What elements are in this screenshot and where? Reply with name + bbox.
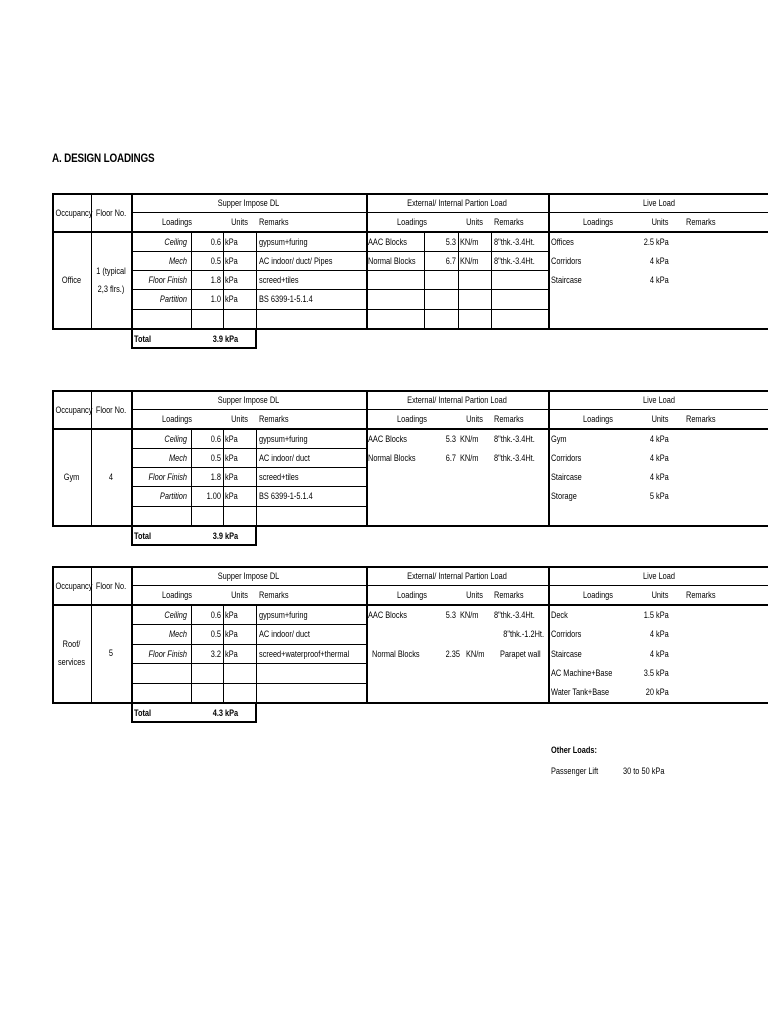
sidl-value: 0.5 xyxy=(210,629,221,639)
loadings-header: Loadings xyxy=(583,414,613,424)
live-value: 4 xyxy=(649,649,654,659)
sidl-name: Floor Finish xyxy=(148,472,187,482)
floor-no-header: Floor No. xyxy=(95,208,127,218)
remarks-header: Remarks xyxy=(686,414,716,424)
live-unit: kPa xyxy=(656,256,669,266)
sidl-value: 1.8 xyxy=(210,472,221,482)
partition-unit: KN/m xyxy=(460,237,479,247)
total-unit: kPa xyxy=(225,334,239,344)
live-value: 3.5 xyxy=(643,668,654,678)
sidl-header: Supper Impose DL xyxy=(217,395,280,405)
sidl-unit: kPa xyxy=(225,256,238,266)
floor-no-value: 5 xyxy=(108,648,114,658)
partition-value: 5.3 xyxy=(445,237,456,247)
live-value: 4 xyxy=(649,256,654,266)
live-unit: kPa xyxy=(656,610,669,620)
occupancy-header: Occupancy xyxy=(55,581,93,591)
occupancy-header: Occupancy xyxy=(55,405,93,415)
partition-value: 6.7 xyxy=(445,256,456,266)
loadings-header: Loadings xyxy=(162,217,192,227)
total-label: Total xyxy=(134,334,152,344)
remarks-header: Remarks xyxy=(494,414,524,424)
sidl-value: 0.6 xyxy=(210,610,221,620)
live-value: 4 xyxy=(649,434,654,444)
floor-no-header: Floor No. xyxy=(95,405,127,415)
units-header: Units xyxy=(466,217,483,227)
sidl-value: 0.6 xyxy=(210,434,221,444)
live-value: 4 xyxy=(649,453,654,463)
live-unit: kPa xyxy=(656,237,669,247)
partition-name: Normal Blocks xyxy=(368,453,416,463)
loadings-header: Loadings xyxy=(583,217,613,227)
loadings-header: Loadings xyxy=(397,414,427,424)
live-name: Staircase xyxy=(551,649,582,659)
sidl-name: Partition xyxy=(159,491,187,501)
remarks-header: Remarks xyxy=(259,217,289,227)
sidl-name: Floor Finish xyxy=(148,649,187,659)
partition-value: 5.3 xyxy=(445,434,456,444)
live-value: 4 xyxy=(649,629,654,639)
live-unit: kPa xyxy=(656,668,669,678)
loadings-header: Loadings xyxy=(162,590,192,600)
partition-remark: 8"thk.-3.4Ht. xyxy=(494,453,535,463)
live-unit: kPa xyxy=(656,629,669,639)
partition-remark: Parapet wall xyxy=(500,649,541,659)
sidl-value: 1.00 xyxy=(206,491,221,501)
loadings-header: Loadings xyxy=(583,590,613,600)
sidl-unit: kPa xyxy=(225,453,238,463)
other-loads-item: Passenger Lift xyxy=(551,766,599,776)
sidl-name: Partition xyxy=(159,294,187,304)
partition-remark: 8"thk.-1.2Ht. xyxy=(503,629,544,639)
sidl-remark: gypsum+furing xyxy=(259,237,308,247)
partition-header: External/ Internal Partion Load xyxy=(407,571,507,581)
occupancy-value: Gym xyxy=(63,472,80,482)
partition-unit: KN/m xyxy=(460,610,479,620)
units-header: Units xyxy=(466,590,483,600)
live-unit: kPa xyxy=(656,491,669,501)
live-unit: kPa xyxy=(656,687,669,697)
total-value: 4.3 xyxy=(212,708,223,718)
partition-value: 2.35 xyxy=(445,649,460,659)
other-loads-value: 30 to 50 kPa xyxy=(623,766,665,776)
sidl-unit: kPa xyxy=(225,649,238,659)
partition-remark: 8"thk.-3.4Ht. xyxy=(494,256,535,266)
floor-no-header: Floor No. xyxy=(95,581,127,591)
units-header: Units xyxy=(651,590,669,600)
partition-name: AAC Blocks xyxy=(368,237,407,247)
sidl-remark: AC indoor/ duct/ Pipes xyxy=(259,256,333,266)
sidl-remark: screed+tiles xyxy=(259,472,299,482)
sidl-unit: kPa xyxy=(225,610,238,620)
sidl-name: Ceiling xyxy=(164,237,187,247)
occupancy-value: Office xyxy=(61,275,82,285)
sidl-unit: kPa xyxy=(225,275,238,285)
total-unit: kPa xyxy=(225,708,239,718)
live-unit: kPa xyxy=(656,649,669,659)
partition-name: Normal Blocks xyxy=(368,256,416,266)
partition-remark: 8"thk.-3.4Ht. xyxy=(494,434,535,444)
remarks-header: Remarks xyxy=(259,414,289,424)
sidl-header: Supper Impose DL xyxy=(217,198,280,208)
total-value: 3.9 xyxy=(212,531,223,541)
partition-remark: 8"thk.-3.4Ht. xyxy=(494,610,535,620)
live-name: Deck xyxy=(551,610,568,620)
sidl-unit: kPa xyxy=(225,237,238,247)
sidl-remark: AC indoor/ duct xyxy=(259,629,310,639)
occupancy-value: Roof/ xyxy=(62,639,81,649)
live-name: Corridors xyxy=(551,256,582,266)
floor-no-value: 2,3 flrs.) xyxy=(97,284,125,294)
remarks-header: Remarks xyxy=(494,590,524,600)
live-name: Water Tank+Base xyxy=(551,687,610,697)
sidl-value: 0.6 xyxy=(210,237,221,247)
units-header: Units xyxy=(651,217,669,227)
page-title: A. DESIGN LOADINGS xyxy=(52,153,155,165)
live-name: Storage xyxy=(551,491,577,501)
partition-unit: KN/m xyxy=(466,649,485,659)
loadings-header: Loadings xyxy=(397,590,427,600)
partition-header: External/ Internal Partion Load xyxy=(407,395,507,405)
sidl-unit: kPa xyxy=(225,472,238,482)
total-unit: kPa xyxy=(225,531,239,541)
live-value: 2.5 xyxy=(643,237,654,247)
live-header: Live Load xyxy=(642,395,676,405)
sidl-value: 0.5 xyxy=(210,453,221,463)
live-value: 5 xyxy=(649,491,654,501)
sidl-name: Ceiling xyxy=(164,610,187,620)
remarks-header: Remarks xyxy=(686,590,716,600)
remarks-header: Remarks xyxy=(686,217,716,227)
units-header: Units xyxy=(231,590,248,600)
sidl-value: 0.5 xyxy=(210,256,221,266)
loadings-header: Loadings xyxy=(397,217,427,227)
total-value: 3.9 xyxy=(212,334,223,344)
occupancy-header: Occupancy xyxy=(55,208,93,218)
units-header: Units xyxy=(231,217,248,227)
live-unit: kPa xyxy=(656,472,669,482)
live-unit: kPa xyxy=(656,434,669,444)
sidl-name: Mech xyxy=(168,256,187,266)
sidl-remark: gypsum+furing xyxy=(259,434,308,444)
remarks-header: Remarks xyxy=(494,217,524,227)
floor-no-value: 1 (typical xyxy=(96,266,126,276)
sidl-unit: kPa xyxy=(225,491,238,501)
partition-remark: 8"thk.-3.4Ht. xyxy=(494,237,535,247)
live-header: Live Load xyxy=(642,198,676,208)
sidl-remark: screed+waterproof+thermal xyxy=(259,649,350,659)
floor-no-value: 4 xyxy=(108,472,114,482)
sidl-name: Ceiling xyxy=(164,434,187,444)
sidl-name: Floor Finish xyxy=(148,275,187,285)
sidl-header: Supper Impose DL xyxy=(217,571,280,581)
total-label: Total xyxy=(134,708,152,718)
partition-value: 6.7 xyxy=(445,453,456,463)
sidl-remark: gypsum+furing xyxy=(259,610,308,620)
live-name: Staircase xyxy=(551,472,582,482)
live-name: Corridors xyxy=(551,629,582,639)
other-loads-title: Other Loads: xyxy=(551,745,597,755)
sidl-unit: kPa xyxy=(225,294,238,304)
live-name: Gym xyxy=(551,434,567,444)
sidl-value: 3.2 xyxy=(210,649,221,659)
live-value: 4 xyxy=(649,275,654,285)
partition-header: External/ Internal Partion Load xyxy=(407,198,507,208)
live-name: AC Machine+Base xyxy=(551,668,613,678)
partition-unit: KN/m xyxy=(460,453,479,463)
live-header: Live Load xyxy=(642,571,676,581)
sidl-remark: screed+tiles xyxy=(259,275,299,285)
sidl-unit: kPa xyxy=(225,629,238,639)
sidl-name: Mech xyxy=(168,629,187,639)
partition-name: Normal Blocks xyxy=(372,649,420,659)
sidl-remark: BS 6399-1-5.1.4 xyxy=(259,491,313,501)
live-unit: kPa xyxy=(656,453,669,463)
loadings-header: Loadings xyxy=(162,414,192,424)
live-value: 20 xyxy=(645,687,654,697)
sidl-value: 1.0 xyxy=(210,294,221,304)
partition-name: AAC Blocks xyxy=(368,610,407,620)
live-name: Corridors xyxy=(551,453,582,463)
live-name: Offices xyxy=(551,237,574,247)
partition-name: AAC Blocks xyxy=(368,434,407,444)
units-header: Units xyxy=(651,414,669,424)
live-value: 1.5 xyxy=(643,610,654,620)
sidl-name: Mech xyxy=(168,453,187,463)
sidl-remark: BS 6399-1-5.1.4 xyxy=(259,294,313,304)
live-value: 4 xyxy=(649,472,654,482)
live-unit: kPa xyxy=(656,275,669,285)
sidl-remark: AC indoor/ duct xyxy=(259,453,310,463)
sidl-value: 1.8 xyxy=(210,275,221,285)
partition-value: 5.3 xyxy=(445,610,456,620)
occupancy-value: services xyxy=(57,657,86,667)
live-name: Staircase xyxy=(551,275,582,285)
sidl-unit: kPa xyxy=(225,434,238,444)
units-header: Units xyxy=(466,414,483,424)
partition-unit: KN/m xyxy=(460,434,479,444)
units-header: Units xyxy=(231,414,248,424)
total-label: Total xyxy=(134,531,152,541)
partition-unit: KN/m xyxy=(460,256,479,266)
remarks-header: Remarks xyxy=(259,590,289,600)
